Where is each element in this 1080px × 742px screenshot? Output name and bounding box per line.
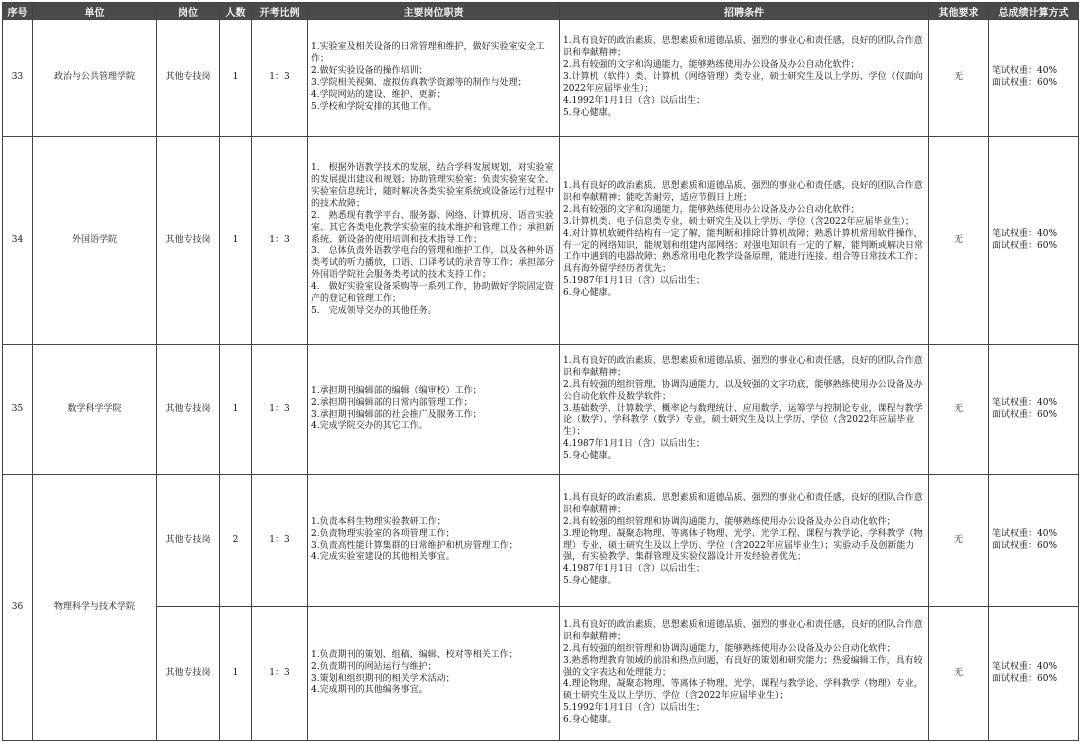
post-cell: 其他专技岗 xyxy=(157,475,220,607)
other-cell: 无 xyxy=(929,607,989,741)
cell-line: 1.负责期刊的策划、组稿、编辑、校对等相关工作； xyxy=(311,649,518,660)
scoring-cell xyxy=(989,607,1079,741)
ratio-cell: 1：3 xyxy=(252,607,308,741)
duties-cell xyxy=(308,345,560,475)
table-row xyxy=(3,607,1079,741)
cell-line: 5.身心健康。 xyxy=(563,107,617,118)
cell-line: 2.具有较强的文字和沟通能力，能够熟练使用办公设备及办公自动化软件； xyxy=(563,204,860,215)
header-post: 岗位 xyxy=(157,3,220,20)
cell-line: 面试权重：60% xyxy=(992,673,1058,684)
count-cell: 1 xyxy=(220,345,252,475)
header-unit: 单位 xyxy=(33,3,157,20)
cell-line: 3.熟悉物理教育领域的前沿和热点问题，有良好的策划和研究能力；热爱编辑工作，具有较强的文字表达和处理能力； xyxy=(563,655,923,678)
cell-line: 3.计算机（软件）类、计算机（网络管理）类专业，硕士研究生及以上学历、学位（仅面向2022年应届毕业生）； xyxy=(563,72,923,94)
post-cell: 其他专技岗 xyxy=(157,137,220,345)
cell-line: 2.具有较强的文字和沟通能力，能够熟练使用办公设备及办公自动化软件； xyxy=(563,60,860,71)
duties-cell xyxy=(308,475,560,607)
cell-line: 1.具有良好的政治素质、思想素质和道德品质、强烈的事业心和责任感，良好的团队合作意识和奉献精神； xyxy=(563,492,923,515)
table-row xyxy=(3,20,1079,137)
cell-line: 3.学院相关视频、虚拟仿真教学资源等的制作与处理； xyxy=(311,78,527,88)
cell-line: 1.实验室及相关设备的日常管理和维护，做好实验室安全工作； xyxy=(311,42,545,65)
ratio-cell: 1：3 xyxy=(252,475,308,607)
header-ratio: 开考比例 xyxy=(252,3,308,20)
cell-line: 面试权重：60% xyxy=(992,78,1058,88)
cell-line: 6.身心健康。 xyxy=(563,288,617,299)
ratio-cell: 1：3 xyxy=(252,20,308,137)
cell-line: 4.对计算机软硬件结构有一定了解，能判断和排除计算机故障；熟悉计算机常用软件操作，有一定的网络知识，能规划和组建内部网络；对强电知识有一定的了解，能判断或解决日常工作中遇到的电器故障；熟悉常用电化教学设备原理，能进行连接、组合等日常技术工作；具有海外留学经历者优先； xyxy=(563,228,924,275)
post-cell: 其他专技岗 xyxy=(157,20,220,137)
conditions-cell xyxy=(560,475,929,607)
cell-line: 4.学院网站的建设、维护、更新； xyxy=(311,89,446,100)
unit-cell: 政治与公共管理学院 xyxy=(33,20,157,137)
cell-line: 1.具有良好的政治素质、思想素质和道德品质、强烈的事业心和责任感，良好的团队合作意识和奉献精神；能吃苦耐劳，适应节假日上班； xyxy=(563,180,923,203)
cell-line: 3.承担期刊编辑部的社会推广及服务工作； xyxy=(311,409,482,420)
seq-cell: 34 xyxy=(3,137,33,345)
ratio-cell: 1：3 xyxy=(252,137,308,345)
cell-line: 3.基础数学、计算数学、概率论与数理统计、应用数学、运筹学与控制论专业，课程与教学论（数学）、学科教学（数学）专业，硕士研究生及以上学历、学位（含2022年应届毕业生）； xyxy=(563,403,923,438)
scoring-cell xyxy=(989,475,1079,607)
other-cell: 无 xyxy=(929,475,989,607)
count-cell: 1 xyxy=(220,137,252,345)
cell-line: 4.1987年1月1日（含）以后出生； xyxy=(563,564,705,575)
cell-line: 2.具有较强的组织管理、协调沟通能力，以及较强的文字功底，能够熟练使用办公设备及办公自动化软件及数学软件； xyxy=(563,379,923,402)
cell-line: 1.承担期刊编辑部的编辑（编审校）工作； xyxy=(311,385,482,396)
cell-line: 4.1987年1月1日（含）以后出生； xyxy=(563,439,705,450)
table-row xyxy=(3,345,1079,475)
cell-line: 3.策划和组织期刊的相关学术活动； xyxy=(311,673,455,684)
count-cell: 1 xyxy=(220,20,252,137)
count-cell: 2 xyxy=(220,475,252,607)
cell-line: 1.具有良好的政治素质、思想素质和道德品质、强烈的事业心和责任感，良好的团队合作意识和奉献精神； xyxy=(563,36,923,59)
cell-line: 2.负责物理实验室的各项管理工作； xyxy=(311,528,455,539)
cell-line: 5.学校和学院安排的其他工作。 xyxy=(311,101,437,112)
cell-line: 2.承担期刊编辑部的日常内部管理工作； xyxy=(311,397,473,408)
cell-line: 4.完成实验室建设的其他相关事宜。 xyxy=(311,552,455,563)
cell-line: 2. 熟悉现有教学平台、服务器、网络、计算机房、语音实验室、其它各类电化教学实验室的技术维护和管理工作；承担新系统、新设备的使用培训和技术指导工作； xyxy=(311,210,555,245)
cell-line: 笔试权重：40% xyxy=(992,528,1058,539)
count-cell: 1 xyxy=(220,607,252,741)
cell-line: 5.身心健康。 xyxy=(563,451,617,462)
other-cell: 无 xyxy=(929,20,989,137)
cell-line: 4.1992年1月1日（含）以后出生； xyxy=(563,95,705,106)
cell-line: 2.具有较强的组织管理和协调沟通能力，能够熟练使用办公设备及办公自动化软件； xyxy=(563,516,896,527)
header-duties: 主要岗位职责 xyxy=(308,3,560,20)
header-count: 人数 xyxy=(220,3,252,20)
header-scoring: 总成绩计算方式 xyxy=(989,3,1079,20)
cell-line: 4.完成期刊的其他编务事宜。 xyxy=(311,685,428,696)
scoring-cell xyxy=(989,137,1079,345)
unit-cell: 外国语学院 xyxy=(33,137,157,345)
cell-line: 1.具有良好的政治素质、思想素质和道德品质、强烈的事业心和责任感，良好的团队合作意识和奉献精神； xyxy=(563,619,923,642)
duties-cell xyxy=(308,137,560,345)
cell-line: 3.理论物理、凝聚态物理、等离体子物理、光学、光学工程、课程与教学论、学科教学（物理）专业，硕士研究生及以上学历、学位（含2022年应届毕业生）；实验动手及创新能力强，有实验教学、集群管理及实验仪器设计开发经验者优先； xyxy=(563,528,923,563)
unit-cell: 数学科学学院 xyxy=(33,345,157,475)
other-cell: 无 xyxy=(929,345,989,475)
unit-cell: 物理科学与技术学院 xyxy=(33,475,157,741)
duties-cell xyxy=(308,20,560,137)
cell-line: 6.身心健康。 xyxy=(563,715,617,726)
seq-cell: 35 xyxy=(3,345,33,475)
scoring-cell xyxy=(989,20,1079,137)
conditions-cell xyxy=(560,345,929,475)
cell-line: 2.具有较强的组织管理和协调沟通能力，能够熟练使用办公设备及办公自动化软件； xyxy=(563,643,896,654)
cell-line: 面试权重：60% xyxy=(992,409,1058,420)
cell-line: 2.负责期刊的网站运行与维护； xyxy=(311,661,437,672)
post-cell: 其他专技岗 xyxy=(157,345,220,475)
header-conditions: 招聘条件 xyxy=(560,3,929,20)
post-cell: 其他专技岗 xyxy=(157,607,220,741)
cell-line: 3. 总体负责外语教学电台的管理和维护工作，以及各种外语类考试的听力播放，口语、口译考试的录音等工作；承担部分外国语学院社会服务类考试的技术支持工作； xyxy=(311,246,555,281)
cell-line: 1.负责本科生物理实验教研工作； xyxy=(311,516,446,527)
cell-line: 1.具有良好的政治素质、思想素质和道德品质、强烈的事业心和责任感，良好的团队合作意识和奉献精神； xyxy=(563,355,923,378)
duties-cell xyxy=(308,607,560,741)
table-row xyxy=(3,137,1079,345)
cell-line: 4. 做好实验室设备采购等一系列工作，协助做好学院固定资产的登记和管理工作； xyxy=(311,282,554,305)
cell-line: 5. 完成领导交办的其他任务。 xyxy=(311,305,437,316)
cell-line: 5.1992年1月1日（含）以后出生； xyxy=(563,703,705,714)
cell-line: 3.计算机类、电子信息类专业，硕士研究生及以上学历、学位（含2022年应届毕业生）； xyxy=(563,216,914,227)
cell-line: 笔试权重：40% xyxy=(992,397,1058,408)
cell-line: 面试权重：60% xyxy=(992,240,1058,251)
scoring-cell xyxy=(989,345,1079,475)
cell-line: 5.身心健康。 xyxy=(563,576,617,587)
cell-line: 笔试权重：40% xyxy=(992,228,1058,239)
conditions-cell xyxy=(560,137,929,345)
conditions-cell xyxy=(560,607,929,741)
seq-cell: 33 xyxy=(3,20,33,137)
header-row xyxy=(3,3,1079,20)
table-row xyxy=(3,475,1079,607)
cell-line: 笔试权重：40% xyxy=(992,661,1058,672)
cell-line: 面试权重：60% xyxy=(992,540,1058,551)
cell-line: 3.负责高性能计算集群的日常维护和机房管理工作； xyxy=(311,540,518,551)
cell-line: 4.完成学院交办的其它工作。 xyxy=(311,421,428,432)
header-seq: 序号 xyxy=(3,3,33,20)
cell-line: 笔试权重：40% xyxy=(992,66,1058,77)
conditions-cell xyxy=(560,20,929,137)
cell-line: 2.做好实验设备的操作培训； xyxy=(311,66,428,77)
ratio-cell: 1：3 xyxy=(252,345,308,475)
cell-line: 1. 根据外语教学技术的发展，结合学科发展规划，对实验室的发展提出建议和规划；协助管理实验室；负责实验室安全、实验室信息统计，随时解决各类实验室系统或设备运行过程中的技术故障； xyxy=(311,163,555,209)
header-other: 其他要求 xyxy=(929,3,989,20)
recruitment-table xyxy=(2,2,1079,741)
cell-line: 4.理论物理、凝聚态物理、等离体子物理、光学、课程与教学论、学科教学（物理）专业，硕士研究生及以上学历、学位（含2022年应届毕业生）； xyxy=(563,679,923,702)
other-cell: 无 xyxy=(929,137,989,345)
seq-cell: 36 xyxy=(3,475,33,741)
cell-line: 5.1987年1月1日（含）以后出生； xyxy=(563,276,705,287)
